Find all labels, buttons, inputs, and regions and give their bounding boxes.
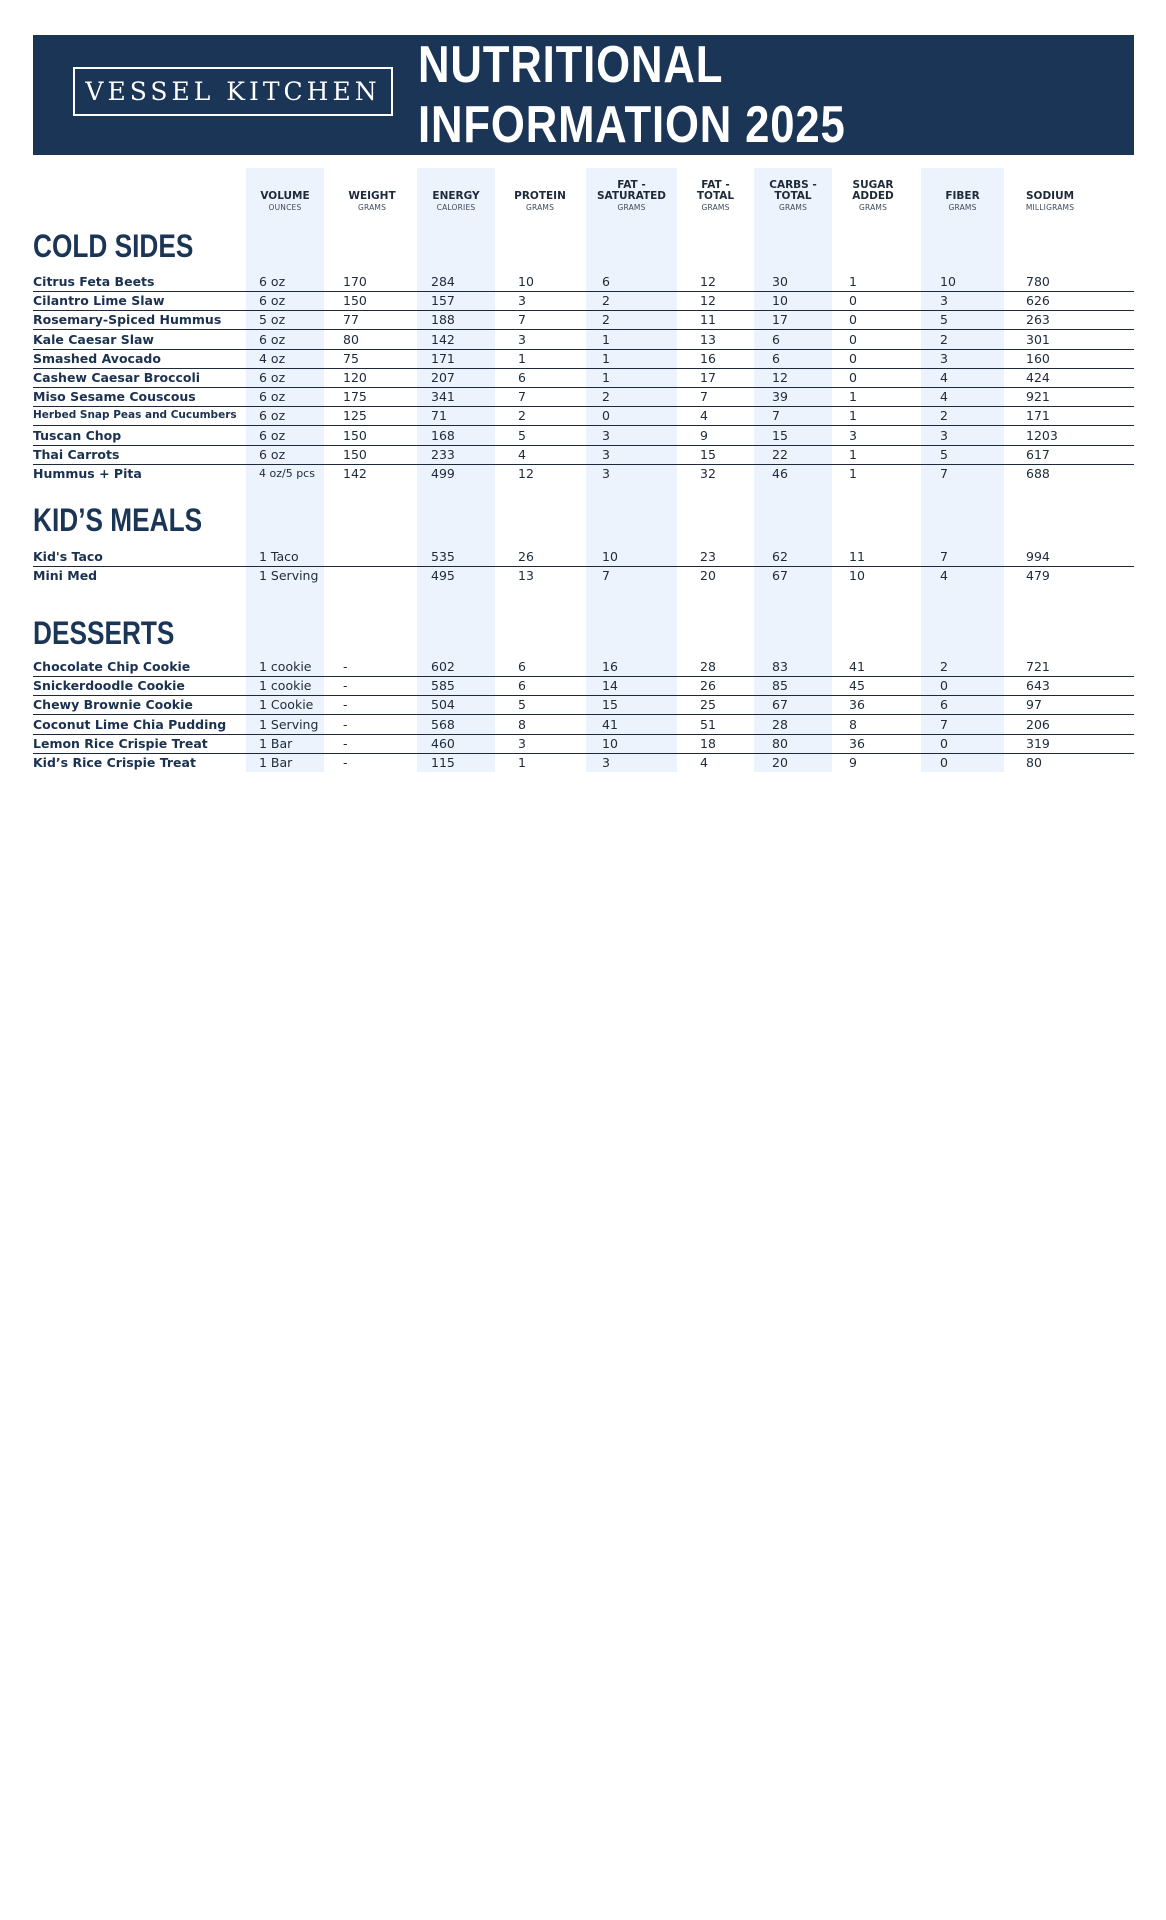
cell-name: Cashew Caesar Broccoli bbox=[33, 370, 201, 385]
column-unit: OUNCES bbox=[268, 203, 302, 212]
cell-name: Coconut Lime Chia Pudding bbox=[33, 716, 227, 732]
cell-volume: 5 oz bbox=[259, 312, 286, 328]
cell-sodium: 1203 bbox=[1026, 427, 1058, 443]
cell-fat-saturated: 16 bbox=[602, 659, 618, 674]
cell-fat-total: 17 bbox=[700, 370, 716, 385]
cell-protein: 3 bbox=[518, 331, 526, 347]
cell-carbs-total: 85 bbox=[772, 678, 788, 694]
cell-carbs-total: 80 bbox=[772, 735, 788, 751]
cell-weight: 75 bbox=[343, 350, 359, 366]
cell-carbs-total: 17 bbox=[772, 312, 788, 328]
table-row bbox=[33, 330, 1134, 350]
column-unit: GRAMS bbox=[617, 203, 646, 212]
cell-sugar-added: 0 bbox=[849, 331, 857, 347]
cell-carbs-total: 6 bbox=[772, 331, 780, 347]
cell-fat-total: 51 bbox=[700, 716, 716, 732]
cell-weight: - bbox=[343, 735, 348, 751]
cell-fat-total: 16 bbox=[700, 350, 716, 366]
cell-fiber: 7 bbox=[940, 466, 948, 481]
cell-name: Chocolate Chip Cookie bbox=[33, 659, 191, 674]
cell-fat-saturated: 10 bbox=[602, 549, 618, 564]
cell-fiber: 2 bbox=[940, 331, 948, 347]
cell-fat-total: 23 bbox=[700, 549, 716, 564]
table-row bbox=[33, 547, 1134, 567]
table-row bbox=[33, 566, 1134, 585]
cell-sodium: 424 bbox=[1026, 370, 1050, 385]
cell-energy: 188 bbox=[431, 312, 455, 328]
column-label: SODIUM bbox=[1025, 190, 1075, 202]
cell-sodium: 80 bbox=[1026, 755, 1042, 770]
cell-protein: 13 bbox=[518, 568, 534, 584]
cell-fiber: 4 bbox=[940, 389, 948, 405]
cell-fiber: 4 bbox=[940, 370, 948, 385]
cell-fiber: 3 bbox=[940, 350, 948, 366]
cell-sodium: 780 bbox=[1026, 274, 1050, 289]
cell-protein: 10 bbox=[518, 274, 534, 289]
table-row bbox=[33, 426, 1134, 446]
cell-sodium: 301 bbox=[1026, 331, 1050, 347]
cell-weight: - bbox=[343, 755, 348, 770]
cell-sugar-added: 8 bbox=[849, 716, 857, 732]
cell-name: Kid's Taco bbox=[33, 549, 103, 564]
column-label: FAT - SATURATED bbox=[596, 179, 666, 202]
cell-carbs-total: 7 bbox=[772, 408, 780, 424]
brand-logo: VESSEL KITCHEN bbox=[73, 67, 393, 116]
cell-volume: 6 oz bbox=[259, 370, 286, 385]
cell-fiber: 0 bbox=[940, 678, 948, 694]
cell-weight: 125 bbox=[343, 408, 367, 424]
cell-fat-total: 26 bbox=[700, 678, 716, 694]
table-row bbox=[33, 368, 1134, 388]
cell-energy: 171 bbox=[431, 350, 455, 366]
cell-protein: 1 bbox=[518, 755, 526, 770]
cell-protein: 4 bbox=[518, 446, 526, 462]
cell-fiber: 2 bbox=[940, 408, 948, 424]
cell-energy: 504 bbox=[431, 697, 455, 713]
cell-volume: 1 Serving bbox=[259, 568, 319, 584]
cell-sugar-added: 45 bbox=[849, 678, 865, 694]
column-header-carbs-total bbox=[754, 168, 832, 213]
table-row bbox=[33, 695, 1134, 715]
cell-sugar-added: 11 bbox=[849, 549, 865, 564]
cell-energy: 495 bbox=[431, 568, 455, 584]
cell-fat-saturated: 14 bbox=[602, 678, 618, 694]
cell-protein: 6 bbox=[518, 659, 526, 674]
section-title-desserts: DESSERTS bbox=[33, 615, 175, 651]
table-row bbox=[33, 753, 1134, 772]
cell-fat-total: 15 bbox=[700, 446, 716, 462]
cell-fiber: 6 bbox=[940, 697, 948, 713]
cell-weight: 120 bbox=[343, 370, 367, 385]
column-label: VOLUME bbox=[260, 190, 310, 202]
cell-volume: 6 oz bbox=[259, 331, 286, 347]
cell-weight: - bbox=[343, 697, 348, 713]
cell-weight: - bbox=[343, 659, 348, 674]
cell-weight: - bbox=[343, 716, 348, 732]
table-row bbox=[33, 406, 1134, 426]
cell-fiber: 5 bbox=[940, 312, 948, 328]
column-header-weight bbox=[333, 168, 411, 213]
table-row bbox=[33, 445, 1134, 465]
cell-fat-total: 25 bbox=[700, 697, 716, 713]
cell-fat-saturated: 15 bbox=[602, 697, 618, 713]
column-label: ENERGY bbox=[432, 190, 480, 202]
cell-name: Tuscan Chop bbox=[33, 427, 122, 443]
cell-sodium: 617 bbox=[1026, 446, 1050, 462]
column-unit: GRAMS bbox=[778, 203, 808, 212]
cell-fiber: 0 bbox=[940, 735, 948, 751]
cell-fiber: 3 bbox=[940, 427, 948, 443]
cell-volume: 6 oz bbox=[259, 427, 286, 443]
cell-weight: 77 bbox=[343, 312, 359, 328]
cell-fat-total: 28 bbox=[700, 659, 716, 674]
cell-name: Lemon Rice Crispie Treat bbox=[33, 735, 208, 751]
cell-name: Rosemary-Spiced Hummus bbox=[33, 312, 222, 328]
cell-weight: - bbox=[343, 678, 348, 694]
cell-sodium: 921 bbox=[1026, 389, 1050, 405]
cell-protein: 2 bbox=[518, 408, 526, 424]
cell-energy: 341 bbox=[431, 389, 455, 405]
cell-fat-saturated: 6 bbox=[602, 274, 610, 289]
cell-energy: 284 bbox=[431, 274, 455, 289]
cell-volume: 6 oz bbox=[259, 408, 286, 424]
cell-energy: 71 bbox=[431, 408, 447, 424]
cell-sodium: 994 bbox=[1026, 549, 1050, 564]
cell-fiber: 2 bbox=[940, 659, 948, 674]
cell-sugar-added: 1 bbox=[849, 446, 857, 462]
cell-name: Chewy Brownie Cookie bbox=[33, 697, 193, 713]
cell-carbs-total: 83 bbox=[772, 659, 788, 674]
cell-volume: 6 oz bbox=[259, 446, 286, 462]
cell-sodium: 319 bbox=[1026, 735, 1050, 751]
cell-carbs-total: 12 bbox=[772, 370, 788, 385]
cell-fiber: 10 bbox=[940, 274, 956, 289]
cell-sugar-added: 1 bbox=[849, 466, 857, 481]
cell-fat-saturated: 41 bbox=[602, 716, 618, 732]
cell-sugar-added: 0 bbox=[849, 293, 857, 309]
cell-energy: 142 bbox=[431, 331, 455, 347]
cell-fat-saturated: 2 bbox=[602, 293, 610, 309]
cell-sodium: 206 bbox=[1026, 716, 1050, 732]
cell-energy: 585 bbox=[431, 678, 455, 694]
cell-fat-total: 12 bbox=[700, 293, 716, 309]
cell-name: Hummus + Pita bbox=[33, 466, 142, 481]
cell-sugar-added: 0 bbox=[849, 370, 857, 385]
cell-fat-saturated: 3 bbox=[602, 446, 610, 462]
cell-protein: 6 bbox=[518, 370, 526, 385]
cell-energy: 157 bbox=[431, 293, 455, 309]
cell-name: Kale Caesar Slaw bbox=[33, 331, 154, 347]
table-row bbox=[33, 734, 1134, 754]
cell-volume: 4 oz/5 pcs bbox=[259, 467, 315, 480]
column-unit: GRAMS bbox=[701, 203, 730, 212]
cell-name: Cilantro Lime Slaw bbox=[33, 293, 165, 309]
column-label: PROTEIN bbox=[514, 190, 566, 202]
cell-fat-saturated: 3 bbox=[602, 427, 610, 443]
cell-fiber: 5 bbox=[940, 446, 948, 462]
cell-fat-total: 12 bbox=[700, 274, 716, 289]
cell-energy: 460 bbox=[431, 735, 455, 751]
cell-volume: 4 oz bbox=[259, 350, 286, 366]
cell-carbs-total: 15 bbox=[772, 427, 788, 443]
cell-fat-total: 9 bbox=[700, 427, 708, 443]
cell-sodium: 479 bbox=[1026, 568, 1050, 584]
cell-fiber: 4 bbox=[940, 568, 948, 584]
column-label: FIBER bbox=[945, 190, 980, 202]
cell-protein: 7 bbox=[518, 312, 526, 328]
cell-carbs-total: 62 bbox=[772, 549, 788, 564]
cell-protein: 26 bbox=[518, 549, 534, 564]
cell-weight: 80 bbox=[343, 331, 359, 347]
cell-energy: 115 bbox=[431, 755, 455, 770]
cell-volume: 6 oz bbox=[259, 389, 286, 405]
cell-fat-total: 20 bbox=[700, 568, 716, 584]
cell-fat-saturated: 7 bbox=[602, 568, 610, 584]
column-header-fat-total bbox=[677, 168, 754, 213]
column-header-fat-saturated bbox=[586, 168, 677, 213]
cell-sugar-added: 0 bbox=[849, 312, 857, 328]
cell-carbs-total: 28 bbox=[772, 716, 788, 732]
cell-name: Smashed Avocado bbox=[33, 350, 161, 366]
cell-fat-saturated: 1 bbox=[602, 331, 610, 347]
cell-volume: 1 Bar bbox=[259, 755, 293, 770]
cell-weight: 170 bbox=[343, 274, 367, 289]
column-unit: CALORIES bbox=[436, 203, 476, 212]
cell-fat-total: 11 bbox=[700, 312, 716, 328]
cell-sugar-added: 9 bbox=[849, 755, 857, 770]
cell-protein: 1 bbox=[518, 350, 526, 366]
table-row bbox=[33, 310, 1134, 330]
cell-fat-total: 4 bbox=[700, 755, 708, 770]
cell-fiber: 3 bbox=[940, 293, 948, 309]
cell-weight: 150 bbox=[343, 446, 367, 462]
column-unit: GRAMS bbox=[858, 203, 888, 212]
cell-fat-total: 32 bbox=[700, 466, 716, 481]
cell-name: Kid’s Rice Crispie Treat bbox=[33, 755, 196, 770]
cell-carbs-total: 6 bbox=[772, 350, 780, 366]
cell-protein: 8 bbox=[518, 716, 526, 732]
column-header-sugar-added bbox=[834, 168, 912, 213]
cell-energy: 499 bbox=[431, 466, 455, 481]
column-header-energy bbox=[417, 168, 495, 213]
column-unit: GRAMS bbox=[525, 203, 555, 212]
cell-name: Mini Med bbox=[33, 568, 98, 584]
cell-name: Herbed Snap Peas and Cucumbers bbox=[33, 409, 237, 422]
column-label: SUGAR ADDED bbox=[852, 179, 894, 202]
column-header-protein bbox=[500, 168, 580, 213]
column-label: CARBS - TOTAL bbox=[769, 179, 817, 202]
cell-weight: 150 bbox=[343, 293, 367, 309]
section-title-kids-meals: KID’S MEALS bbox=[33, 502, 203, 538]
column-header-fiber bbox=[921, 168, 1004, 213]
cell-sodium: 626 bbox=[1026, 293, 1050, 309]
cell-sugar-added: 1 bbox=[849, 408, 857, 424]
cell-sodium: 171 bbox=[1026, 408, 1050, 424]
cell-carbs-total: 22 bbox=[772, 446, 788, 462]
cell-volume: 6 oz bbox=[259, 274, 286, 289]
cell-protein: 6 bbox=[518, 678, 526, 694]
cell-sodium: 688 bbox=[1026, 466, 1050, 481]
cell-fat-saturated: 1 bbox=[602, 370, 610, 385]
cell-sugar-added: 1 bbox=[849, 389, 857, 405]
cell-sodium: 721 bbox=[1026, 659, 1050, 674]
cell-name: Citrus Feta Beets bbox=[33, 274, 155, 289]
table-row bbox=[33, 349, 1134, 369]
cell-sugar-added: 41 bbox=[849, 659, 865, 674]
table-row bbox=[33, 657, 1134, 677]
cell-sodium: 643 bbox=[1026, 678, 1050, 694]
cell-fat-saturated: 2 bbox=[602, 389, 610, 405]
column-label: FAT - TOTAL bbox=[696, 179, 735, 202]
table-row bbox=[33, 272, 1134, 292]
cell-energy: 602 bbox=[431, 659, 455, 674]
cell-fat-total: 7 bbox=[700, 389, 708, 405]
cell-fat-total: 13 bbox=[700, 331, 716, 347]
table-row bbox=[33, 715, 1134, 735]
cell-carbs-total: 67 bbox=[772, 697, 788, 713]
page-title: NUTRITIONAL INFORMATION 2025 bbox=[418, 36, 846, 154]
cell-energy: 207 bbox=[431, 370, 455, 385]
section-title-cold-sides: COLD SIDES bbox=[33, 228, 194, 264]
cell-fiber: 0 bbox=[940, 755, 948, 770]
cell-name: Miso Sesame Couscous bbox=[33, 389, 196, 405]
column-unit: GRAMS bbox=[948, 203, 977, 212]
cell-fat-saturated: 3 bbox=[602, 755, 610, 770]
cell-fat-saturated: 1 bbox=[602, 350, 610, 366]
cell-name: Snickerdoodle Cookie bbox=[33, 678, 185, 694]
cell-carbs-total: 10 bbox=[772, 293, 788, 309]
cell-volume: 1 Bar bbox=[259, 735, 293, 751]
cell-sugar-added: 1 bbox=[849, 274, 857, 289]
column-unit: GRAMS bbox=[357, 203, 387, 212]
cell-volume: 1 cookie bbox=[259, 678, 312, 694]
cell-protein: 3 bbox=[518, 735, 526, 751]
cell-protein: 5 bbox=[518, 427, 526, 443]
cell-carbs-total: 30 bbox=[772, 274, 788, 289]
cell-fat-saturated: 2 bbox=[602, 312, 610, 328]
cell-name: Thai Carrots bbox=[33, 446, 120, 462]
cell-carbs-total: 67 bbox=[772, 568, 788, 584]
table-row bbox=[33, 464, 1134, 483]
cell-sodium: 97 bbox=[1026, 697, 1042, 713]
cell-energy: 168 bbox=[431, 427, 455, 443]
cell-sugar-added: 0 bbox=[849, 350, 857, 366]
column-label: WEIGHT bbox=[348, 190, 396, 202]
cell-fat-saturated: 10 bbox=[602, 735, 618, 751]
cell-fat-total: 18 bbox=[700, 735, 716, 751]
table-row bbox=[33, 676, 1134, 696]
table-row bbox=[33, 387, 1134, 407]
cell-protein: 12 bbox=[518, 466, 534, 481]
cell-volume: 1 Serving bbox=[259, 716, 319, 732]
cell-protein: 5 bbox=[518, 697, 526, 713]
table-row bbox=[33, 291, 1134, 311]
cell-protein: 7 bbox=[518, 389, 526, 405]
cell-weight: 142 bbox=[343, 466, 367, 481]
column-header-volume bbox=[246, 168, 324, 213]
cell-fiber: 7 bbox=[940, 549, 948, 564]
cell-fat-saturated: 3 bbox=[602, 466, 610, 481]
page-header bbox=[33, 35, 1134, 155]
cell-energy: 535 bbox=[431, 549, 455, 564]
cell-sugar-added: 36 bbox=[849, 735, 865, 751]
cell-carbs-total: 39 bbox=[772, 389, 788, 405]
cell-weight: 175 bbox=[343, 389, 367, 405]
cell-fat-saturated: 0 bbox=[602, 408, 610, 424]
cell-fiber: 7 bbox=[940, 716, 948, 732]
cell-sodium: 160 bbox=[1026, 350, 1050, 366]
cell-weight: 150 bbox=[343, 427, 367, 443]
cell-sugar-added: 10 bbox=[849, 568, 865, 584]
cell-volume: 1 Cookie bbox=[259, 697, 314, 713]
cell-fat-total: 4 bbox=[700, 408, 708, 424]
cell-protein: 3 bbox=[518, 293, 526, 309]
cell-energy: 233 bbox=[431, 446, 455, 462]
cell-sugar-added: 3 bbox=[849, 427, 857, 443]
cell-carbs-total: 20 bbox=[772, 755, 788, 770]
cell-energy: 568 bbox=[431, 716, 455, 732]
cell-sodium: 263 bbox=[1026, 312, 1050, 328]
cell-volume: 1 cookie bbox=[259, 659, 312, 674]
cell-volume: 6 oz bbox=[259, 293, 286, 309]
cell-sugar-added: 36 bbox=[849, 697, 865, 713]
column-header-sodium bbox=[1010, 168, 1090, 213]
cell-carbs-total: 46 bbox=[772, 466, 788, 481]
cell-volume: 1 Taco bbox=[259, 549, 299, 564]
column-unit: MILLIGRAMS bbox=[1025, 203, 1075, 212]
